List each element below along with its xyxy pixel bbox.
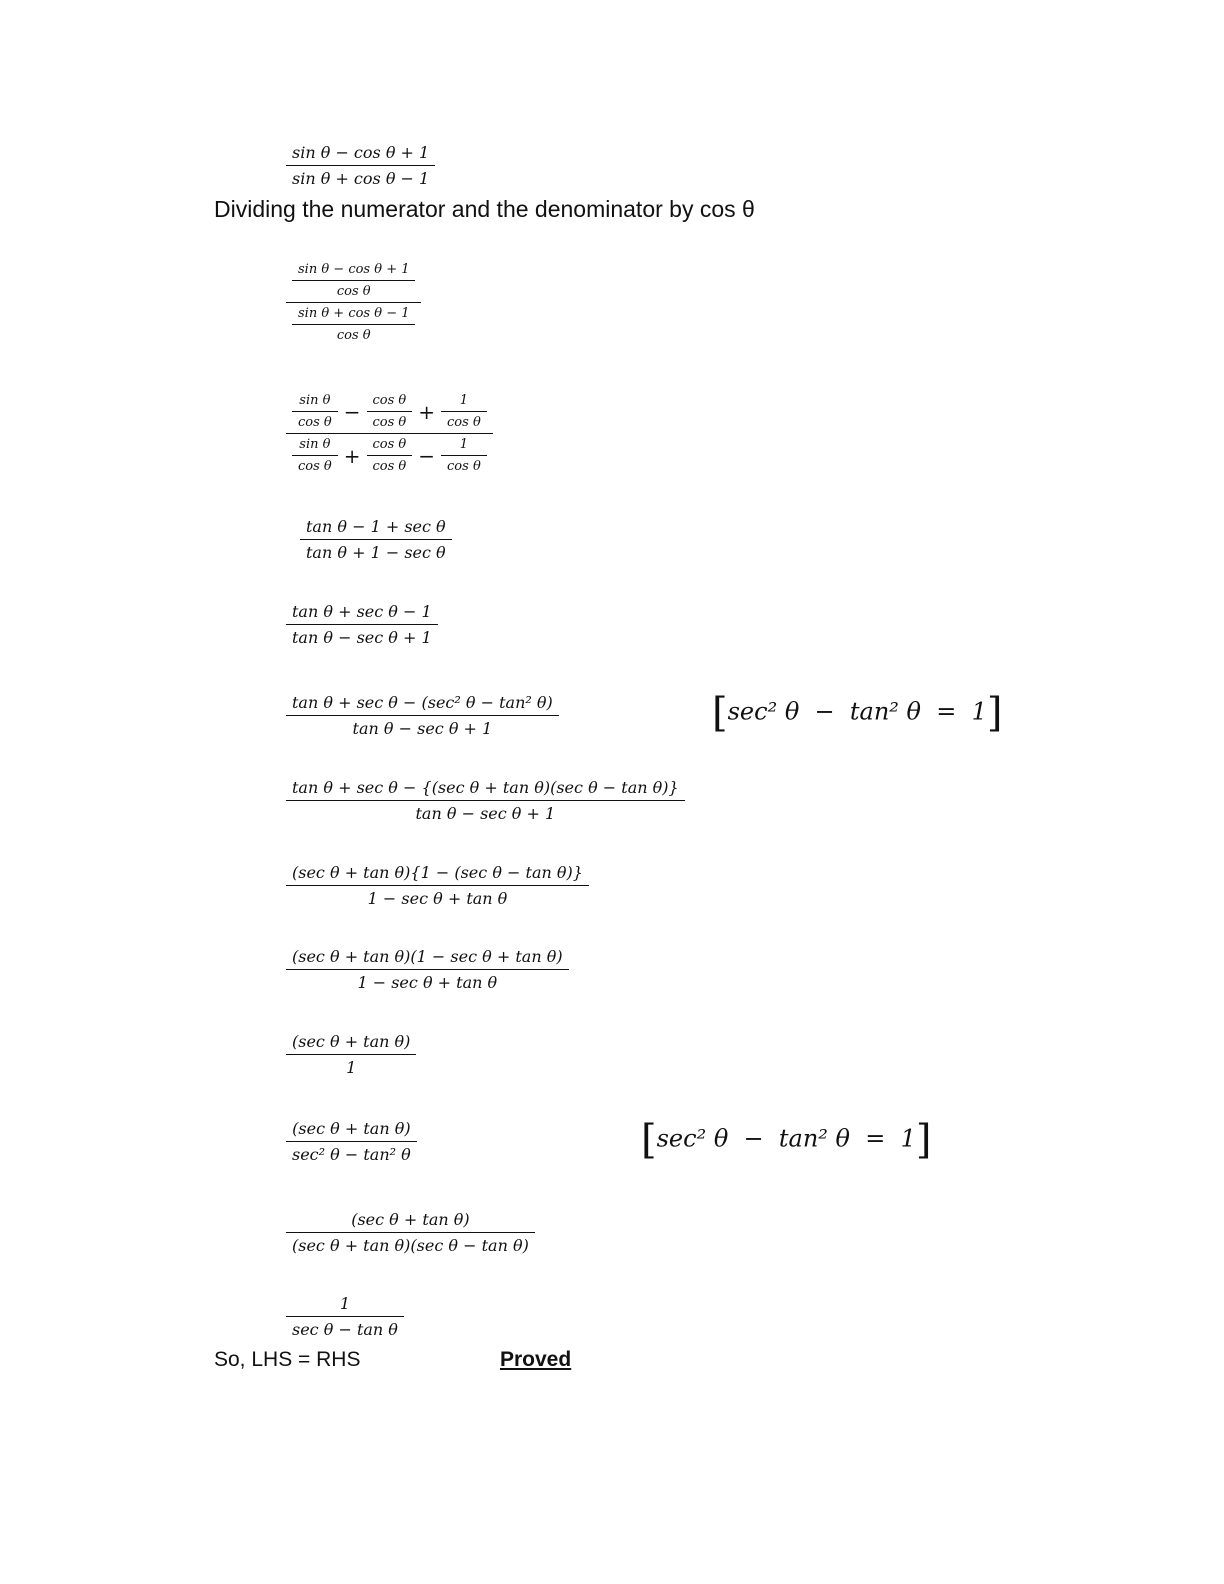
numerator: (sec θ + tan θ) xyxy=(286,1210,535,1233)
expression-split xyxy=(286,393,493,474)
denominator: cos θ xyxy=(298,459,332,474)
denominator: cos θ xyxy=(372,459,407,474)
denominator: (sec θ + tan θ)(sec θ − tan θ) xyxy=(292,1236,529,1255)
expression-step xyxy=(286,947,569,992)
conclusion-text: So, LHS = RHS xyxy=(214,1348,361,1371)
numerator: tan θ + sec θ − (sec² θ − tan² θ) xyxy=(286,693,559,716)
numerator: (sec θ + tan θ) xyxy=(286,1032,416,1055)
numerator: (sec θ + tan θ){1 − (sec θ − tan θ)} xyxy=(286,863,589,886)
denominator: tan θ − sec θ + 1 xyxy=(415,804,556,823)
identity-note: [sec² θ − tan² θ = 1] xyxy=(641,1117,932,1163)
denominator: tan θ − sec θ + 1 xyxy=(352,719,493,738)
numerator: sin θ − cos θ + 1 xyxy=(292,262,415,281)
proved-label: Proved xyxy=(500,1348,572,1371)
numerator: 1 xyxy=(441,393,487,412)
instruction-text: Dividing the numerator and the denominator by cos θ xyxy=(214,196,755,222)
identity-text: sec² θ − tan² θ = 1 xyxy=(656,1124,916,1153)
expression-divided xyxy=(286,262,421,343)
denominator: cos θ xyxy=(298,415,332,430)
operator: − xyxy=(418,443,436,468)
denominator: tan θ + 1 − sec θ xyxy=(306,543,446,562)
operator: + xyxy=(343,443,361,468)
numerator: sin θ − cos θ + 1 xyxy=(286,143,435,166)
expression-step xyxy=(286,1119,417,1164)
denominator: cos θ xyxy=(447,459,481,474)
denominator: sec θ − tan θ xyxy=(292,1320,398,1339)
numerator: (sec θ + tan θ)(1 − sec θ + tan θ) xyxy=(286,947,569,970)
operator: + xyxy=(418,399,436,424)
operator: − xyxy=(343,399,361,424)
expression-final xyxy=(286,1294,404,1339)
expression-step xyxy=(286,1032,416,1077)
expression-step xyxy=(286,863,589,908)
expression-step xyxy=(286,1210,535,1255)
numerator: tan θ + sec θ − {(sec θ + tan θ)(sec θ − tan θ)} xyxy=(286,778,685,801)
denominator: cos θ xyxy=(372,415,407,430)
denominator: cos θ xyxy=(336,284,371,299)
numerator: sin θ xyxy=(292,393,338,412)
numerator: (sec θ + tan θ) xyxy=(286,1119,417,1142)
denominator: sin θ + cos θ − 1 xyxy=(292,169,430,188)
denominator: 1 xyxy=(346,1058,357,1077)
expression-original xyxy=(286,143,435,188)
identity-note: [sec² θ − tan² θ = 1] xyxy=(712,690,1003,736)
numerator: 1 xyxy=(286,1294,404,1317)
numerator: tan θ + sec θ − 1 xyxy=(286,602,438,625)
denominator: cos θ xyxy=(447,415,481,430)
denominator: cos θ xyxy=(336,328,371,343)
denominator: tan θ − sec θ + 1 xyxy=(292,628,432,647)
denominator: 1 − sec θ + tan θ xyxy=(367,889,508,908)
numerator: 1 xyxy=(441,437,487,456)
expression-step xyxy=(286,602,438,647)
numerator: tan θ − 1 + sec θ xyxy=(300,517,452,540)
expression-step xyxy=(286,693,559,738)
numerator: sin θ + cos θ − 1 xyxy=(292,306,415,325)
numerator: cos θ xyxy=(367,393,413,412)
expression-step xyxy=(286,778,685,823)
numerator: sin θ xyxy=(292,437,338,456)
identity-text: sec² θ − tan² θ = 1 xyxy=(727,697,987,726)
denominator: 1 − sec θ + tan θ xyxy=(357,973,498,992)
numerator: cos θ xyxy=(367,437,413,456)
expression-step xyxy=(300,517,452,562)
denominator: sec² θ − tan² θ xyxy=(292,1145,411,1164)
